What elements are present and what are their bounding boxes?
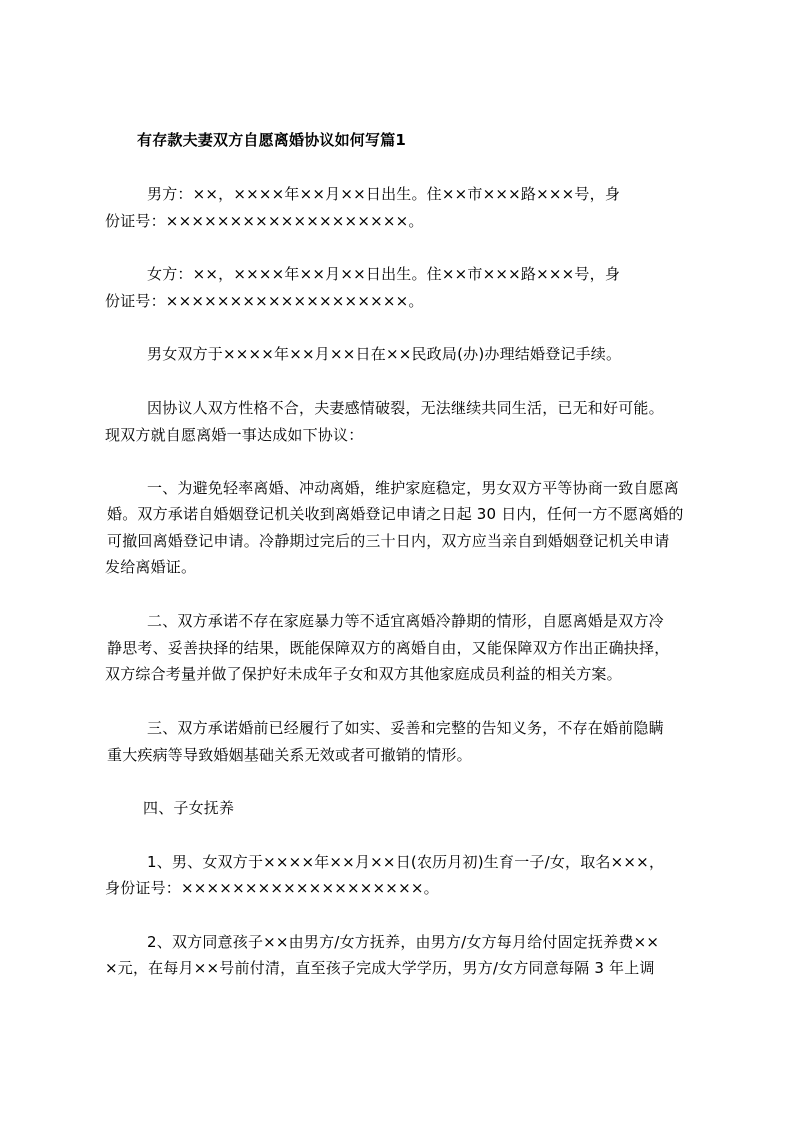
clause-3-line-2: 重大疾病等导致婚姻基础关系无效或者可撤销的情形。 xyxy=(107,746,472,764)
clause-1-line-4: 发给离婚证。 xyxy=(105,558,197,576)
paragraph-husband-line-2: 份证号：×××××××××××××××××××。 xyxy=(105,212,424,230)
clause-2-line-1: 二、双方承诺不存在家庭暴力等不适宜离婚冷静期的情形，自愿离婚是双方冷 xyxy=(147,612,664,630)
child-clause-1-line-1: 1、男、女双方于××××年××月××日(农历月初)生育一子/女，取名×××， xyxy=(147,853,665,871)
paragraph-husband-line-1: 男方：××，××××年××月××日出生。住××市×××路×××号，身 xyxy=(147,185,621,203)
clause-2-line-3: 双方综合考量并做了保护好未成年子女和双方其他家庭成员利益的相关方案。 xyxy=(105,665,622,683)
clause-1-line-1: 一、为避免轻率离婚、冲动离婚，维护家庭稳定，男女双方平等协商一致自愿离 xyxy=(147,479,680,497)
clause-1-line-2: 婚。双方承诺自婚姻登记机关收到离婚登记申请之日起 30 日内，任何一方不愿离婚的 xyxy=(107,505,684,523)
child-clause-1-line-2: 身份证号：×××××××××××××××××××。 xyxy=(105,879,439,897)
paragraph-marriage-registration: 男女双方于××××年××月××日在××民政局(办)办理结婚登记手续。 xyxy=(147,345,622,363)
paragraph-reason-line-2: 现双方就自愿离婚一事达成如下协议： xyxy=(105,426,364,444)
document-title: 有存款夫妻双方自愿离婚协议如何写篇1 xyxy=(137,131,407,149)
paragraph-wife-line-1: 女方：××，××××年××月××日出生。住××市×××路×××号，身 xyxy=(147,265,621,283)
clause-2-line-2: 静思考、妥善抉择的结果，既能保障双方的离婚自由，又能保障双方作出正确抉择， xyxy=(107,639,670,657)
child-clause-2-line-2: ×元，在每月××号前付清，直至孩子完成大学学历，男方/女方同意每隔 3 年上调 xyxy=(105,959,655,977)
clause-1-line-3: 可撤回离婚登记申请。冷静期过完后的三十日内，双方应当亲自到婚姻登记机关申请 xyxy=(107,532,670,550)
clause-3-line-1: 三、双方承诺婚前已经履行了如实、妥善和完整的告知义务，不存在婚前隐瞒 xyxy=(147,719,664,737)
section-heading-child-custody: 四、子女抚养 xyxy=(143,799,235,817)
paragraph-reason-line-1: 因协议人双方性格不合，夫妻感情破裂，无法继续共同生活，已无和好可能。 xyxy=(147,399,664,417)
paragraph-wife-line-2: 份证号：×××××××××××××××××××。 xyxy=(105,292,424,310)
child-clause-2-line-1: 2、双方同意孩子××由男方/女方抚养，由男方/女方每月给付固定抚养费×× xyxy=(147,933,660,951)
